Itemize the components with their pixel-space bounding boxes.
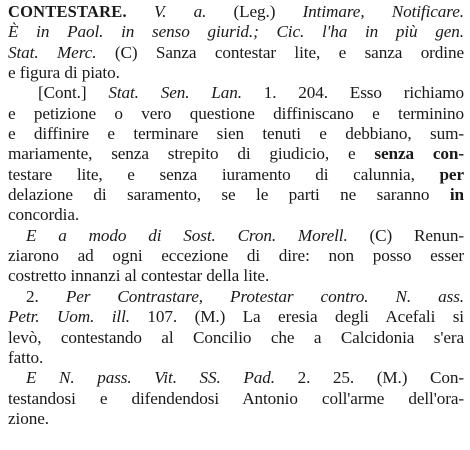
entry-line-3	[8, 43, 464, 63]
citation-text: delazione di saramento, se le parti ne saranno	[8, 185, 430, 205]
entry-line-10	[8, 185, 464, 205]
citation-text: fatto.	[8, 347, 44, 367]
entry-line-20	[8, 389, 464, 409]
entry-line-6	[8, 104, 464, 124]
citation-text: costretto innanzi al contestar della lite.	[8, 266, 270, 286]
citation-text: testandosi e difendendosi Antonio coll'arme dell'ora-	[8, 388, 464, 408]
definition: Per Contrastare, Protestar contro. N. ass.	[65, 286, 464, 306]
bold-word: con-	[432, 144, 464, 164]
entry-line-21	[8, 409, 464, 429]
citation-text: 1. 204. Esso richiamo	[263, 83, 464, 103]
citation-text: e petizione o vero questione diffiniscano e terminino	[8, 103, 464, 123]
bold-word: senza	[374, 144, 415, 164]
entry-line-9	[8, 165, 464, 185]
citation-text: 107. (M.) La eresia degli Acefali si	[147, 307, 464, 327]
usage-note: È in Paol. in senso giurid.; Cic. l'ha in più gen.	[8, 22, 464, 42]
citation-source: Petr. Uom. ill.	[8, 307, 130, 327]
citation-text: zione.	[8, 408, 49, 428]
entry-line-16	[8, 307, 464, 327]
entry-line-17	[8, 328, 464, 348]
sense-number: 2.	[26, 286, 39, 306]
citation-source: E N. pass. Vit. SS. Pad.	[26, 368, 275, 388]
citation-text: testare lite, e senza iuramento di calunnia,	[8, 164, 415, 184]
citation-text: mariamente, senza strepito di giudicio, e	[8, 144, 356, 164]
definition: Intimare, Notificare.	[302, 2, 464, 21]
citation-source: E a modo di Sost. Cron. Morell.	[26, 225, 348, 245]
entry-line-14	[8, 266, 464, 286]
entry-line-11	[8, 205, 464, 225]
citation-source: Stat. Merc.	[8, 42, 97, 62]
entry-line-1	[8, 2, 464, 22]
bold-word: in	[449, 185, 464, 205]
citation-text: e diffinire e terminare sien tenuti e debbiano, sum-	[8, 124, 464, 144]
entry-line-4	[8, 63, 464, 83]
citation-text: ziarono ad ogni eccezione di dire: non posso esser	[8, 246, 464, 266]
citation-text: concordia.	[8, 205, 80, 225]
entry-line-5	[8, 83, 464, 103]
entry-line-8	[8, 144, 464, 164]
entry-line-15	[8, 287, 464, 307]
entry-line-2	[8, 22, 464, 42]
citation-text: 2. 25. (M.) Con-	[297, 368, 464, 388]
entry-line-19	[8, 368, 464, 388]
grammar-label: V. a.	[154, 2, 207, 21]
citation-source: Stat. Sen. Lan.	[108, 83, 242, 103]
entry-line-13	[8, 246, 464, 266]
editor-mark: [Cont.]	[38, 83, 87, 103]
entry-line-12	[8, 226, 464, 246]
headword: CONTESTARE.	[8, 2, 127, 21]
domain-label: (Leg.)	[233, 2, 276, 21]
citation-text: levò, contestando al Concilio che a Calcidonia s'era	[8, 327, 464, 347]
citation-text: (C) Renun-	[369, 225, 464, 245]
bold-word: per	[439, 164, 464, 184]
entry-line-7	[8, 124, 464, 144]
entry-line-18	[8, 348, 464, 368]
citation-text: e figura di piato.	[8, 63, 120, 83]
citation-text: (C) Sanza contestar lite, e sanza ordine	[114, 42, 464, 62]
